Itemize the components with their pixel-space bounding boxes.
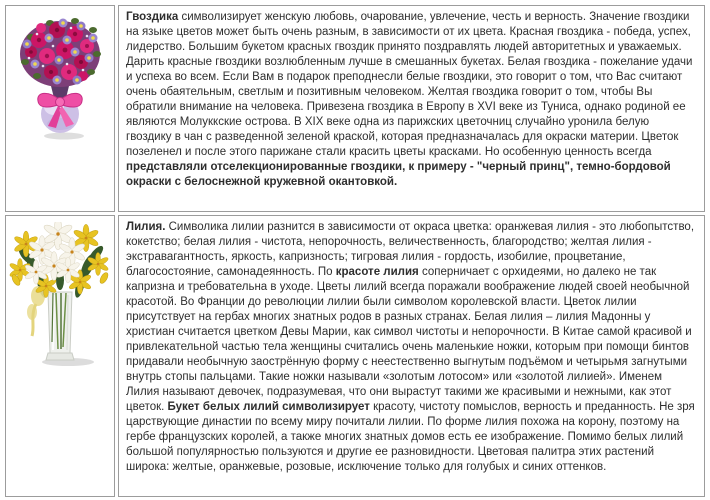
text-segment: красоту, чистоту помыслов, верность и преданность. Не зря царствующие династии по всему миру почитали лилии. По форме лилия похожа на корону, поэтому на гербе французских королей, а также многих знатных домов есть ее изображение. Помимо белых лилий большой популярностью пользуются и другие ее разновидности. Цветовая палитра этих растений широка: желтые, оранжевые, розовые, исключение только для голубых и синих оттенков. (126, 401, 695, 473)
text-segment: представляли отселекционированные гвоздики, к примеру - "черный принц", темно-бордовой окраски с белоснежной кружевной окантовкой. (126, 161, 671, 188)
carnation-paragraph (126, 10, 695, 190)
text-segment: Символика лилии разнится в зависимости от окраса цветка: оранжевая лилия - это любопытство, кокетство; белая лилия - чистота, непорочность, величественность, благородство; желтая лилия - экстравагантность, яркость, капризность; тигровая лилия - гордость, изобилие, процветание, благосостояние, самонадеянность. По (126, 221, 695, 278)
carnation-text-cell (118, 5, 705, 212)
flower-dome (20, 18, 101, 87)
carnation-bouquet-image (17, 12, 103, 142)
vase-shadow (44, 133, 84, 140)
carnation-image-cell (5, 5, 115, 212)
glass-vase (46, 292, 74, 360)
yellow-ribbon (27, 286, 45, 336)
lily-image-cell (5, 215, 115, 497)
text-segment: Букет белых лилий символизирует (167, 401, 370, 413)
table-row-carnation (5, 5, 705, 212)
lily-bouquet-image (8, 222, 112, 370)
flower-table (2, 2, 708, 500)
table-row-lily (5, 215, 705, 497)
text-segment: символизирует женскую любовь, очарование, увлечение, честь и верность. Значение гвоздики на языке цветов может быть очень разным, в зависимости от их цвета. Красная гвоздика - победа, успех, лидерство. Большим букетом красных гвоздик принято поздравлять людей авторитетных и уважаемых. Дарить красные гвоздики возлюбленным лучше в смешанных букетах. Белая гвоздика - пожелание удачи и успеха во всем. Если Вам в подарок преподнесли белые гвоздики, это говорит о том, что Вас считают очень обаятельным, светлым и позитивным человеком. Желтая гвоздика говорит о том, чтобы Вы обратили внимание на человека. Привезена гвоздика в Европу в XVI веке из Туниса, однако родиной ее являются Молуккские острова. В XIX веке одна из парижских цветочниц случайно уронила белую гвоздику в чан с разведенной зеленой краской, которая предназначалась для окраски материи. Цветок позеленел и после этого парижане стали красить цветы красками. Но особенную ценность всегда (126, 11, 693, 158)
lily-text-cell (118, 215, 705, 497)
text-segment: Лилия. (126, 221, 166, 233)
lily-paragraph (126, 220, 695, 475)
text-segment: Гвоздика (126, 11, 179, 23)
text-segment: соперничает с орхидеями, но далеко не так капризна и требовательна в уходе. Цветы лилий всегда поражали воображение людей своей необычной красотой. Во Франции до революции лилии были символом королевской власти. Цветок лилии присутствует на гербах многих знатных родов в разных странах. Белая лилия – лилия Мадонны у христиан считается цветком Девы Марии, как символ чистоты и непорочности. В Китае самой красивой и привлекательной частью тела женщины считались очень маленькие ножки, которым при помощи бинтов придавали необычную заострённую форму с неестественно выгнутым подъёмом и четырьмя загнутыми внутрь стопы пальцами. Такие ножки называли «золотым лотосом» или «золотой лилией». Именем Лилия называют девочек, подразумевая, что они вырастут такими же красивыми и нежными, как этот цветок. (126, 266, 692, 413)
text-segment: красоте лилия (335, 266, 419, 278)
